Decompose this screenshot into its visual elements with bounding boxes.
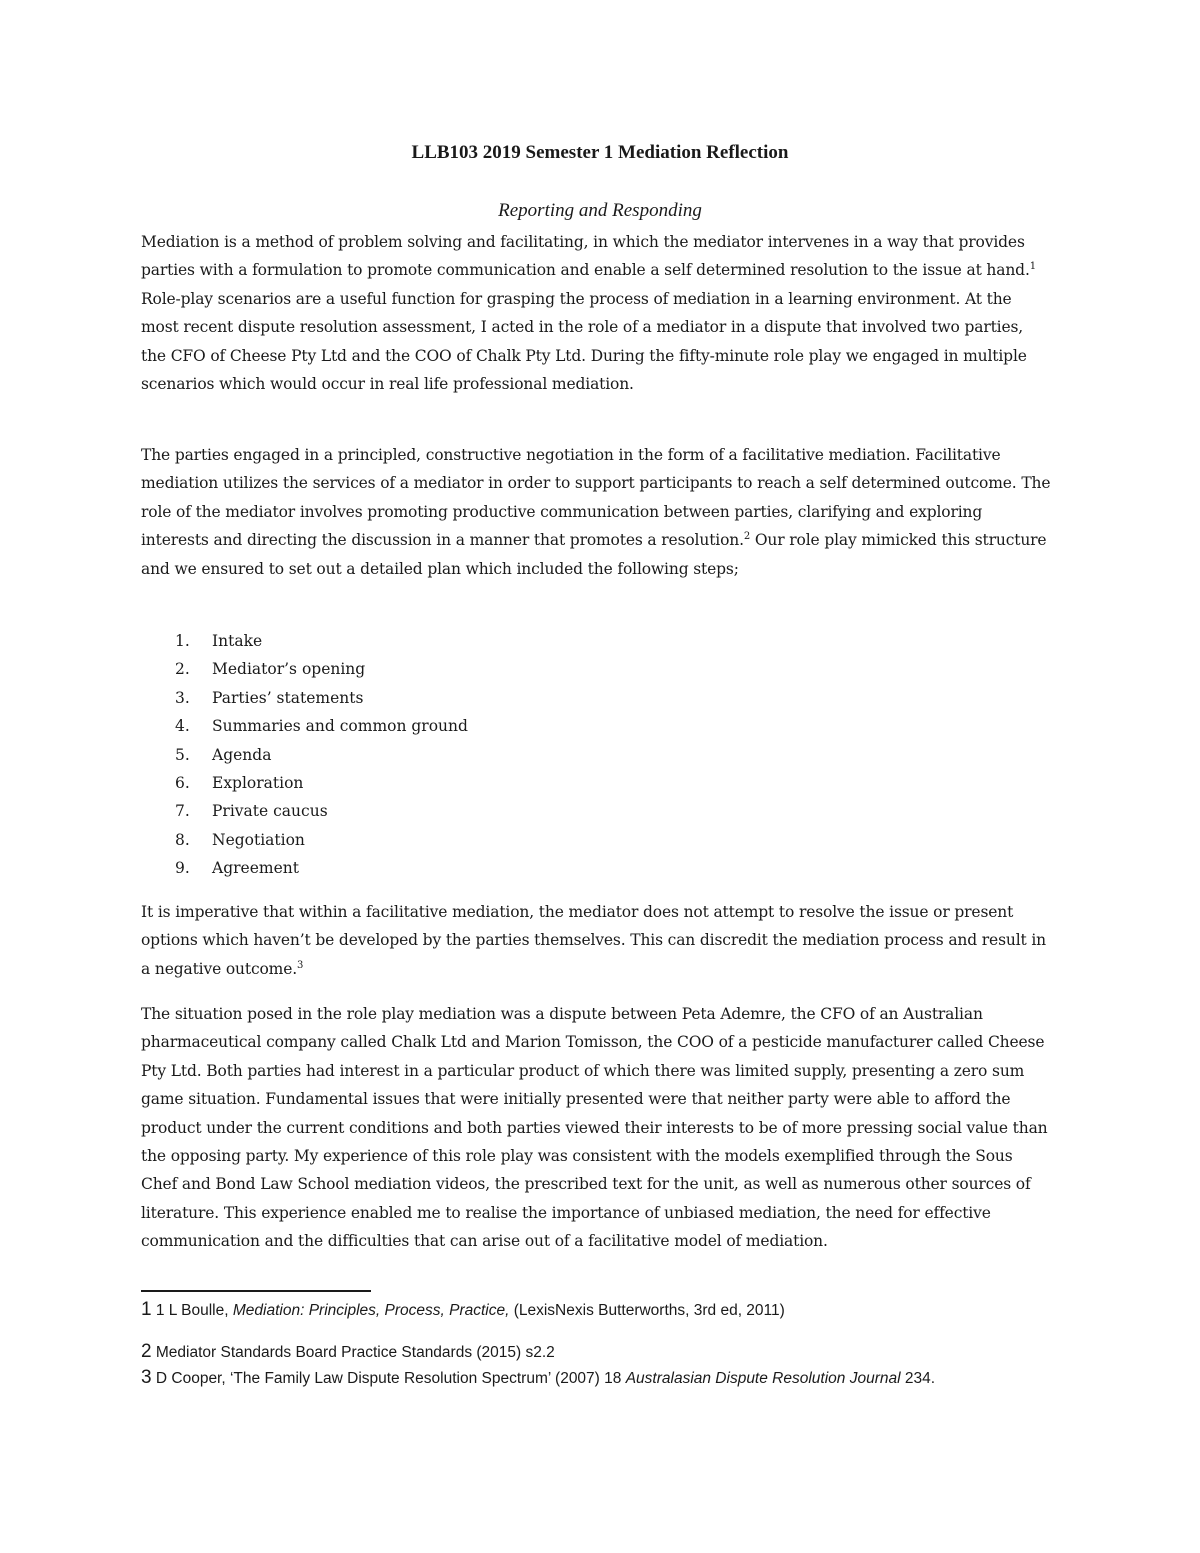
footnote-number: 1 (141, 1299, 152, 1320)
list-item (141, 854, 468, 882)
list-label: Agreement (212, 859, 299, 878)
footnote-text: D Cooper, ‘The Family Law Dispute Resolution Spectrum’ (2007) 18 (151, 1370, 626, 1387)
list-number: 6. (175, 774, 190, 793)
list-number: 9. (175, 859, 190, 878)
list-number: 7. (175, 802, 190, 821)
list-number: 1. (175, 632, 190, 650)
list-number: 8. (175, 830, 190, 849)
footnote-text: 234. (900, 1370, 936, 1387)
list-label: Private caucus (212, 802, 328, 821)
footnote-text: (LexisNexis Butterworths, 3rd ed, 2011) (509, 1302, 785, 1319)
footnote-divider (141, 1290, 371, 1292)
list-label: Negotiation (212, 830, 305, 849)
footnote-text: 1 L Boulle, (151, 1302, 233, 1319)
list-item (141, 627, 468, 655)
paragraph-intro (141, 228, 1051, 398)
list-number: 5. (175, 745, 190, 764)
list-item (141, 684, 468, 712)
list-item (141, 655, 468, 683)
list-item (141, 741, 468, 769)
paragraph-imperative (141, 898, 1051, 983)
footnote-ref-1[interactable]: 1 (1029, 261, 1036, 273)
footnote-1 (141, 1300, 1051, 1321)
list-item (141, 797, 468, 825)
section-heading: Reporting and Responding (498, 200, 702, 221)
footnote-ref-2[interactable]: 2 (743, 531, 751, 543)
footnote-2 (141, 1342, 1051, 1363)
list-label: Parties’ statements (212, 688, 364, 707)
paragraph-text: The situation posed in the role play mediation was a dispute between Peta Ademre, the CFO of an Australian pharmaceutical company called Chalk Ltd and Marion Tomisson, the COO of a pesticide manufacturer called Cheese Pty Ltd. Both parties had interest in a particular product of which there was limited supply, presenting a zero sum game situation. Fundamental issues that were initially presented were that neither party were able to afford the product under the current conditions and both parties viewed their interests to be of more pressing social value than the opposing party. My experience of this role play was consistent with the models exemplified through the Sous Chef and Bond Law School mediation videos, the prescribed text for the unit, as well as numerous other sources of literature. This experience enabled me to realise the importance of unbiased mediation, the need for effective communication and the difficulties that can arise out of a facilitative model of mediation. (141, 1005, 1048, 1251)
document-title: LLB103 2019 Semester 1 Mediation Reflection (411, 142, 789, 163)
paragraph-text: The parties engaged in a principled, constructive negotiation in the form of a facilitative mediation. Facilitative mediation utilizes the services of a mediator in order to support participants to reach a self determined outcome. The role of the mediator involves promoting productive communication between parties, clarifying and exploring interests and directing the discussion in a manner that promotes a resolution. (141, 446, 1051, 550)
footnote-ref-3[interactable]: 3 (297, 959, 304, 971)
list-number: 2. (175, 660, 190, 679)
paragraph-text: Role-play scenarios are a useful function for grasping the process of mediation in a learning environment. At the most recent dispute resolution assessment, I acted in the role of a mediator in a dispute that involved two parties, the CFO of Cheese Pty Ltd and the COO of Chalk Pty Ltd. During the fifty-minute role play we engaged in multiple scenarios which would occur in real life professional mediation. (141, 289, 1027, 394)
list-label: Exploration (212, 774, 304, 793)
list-item (141, 826, 468, 854)
paragraph-text: It is imperative that within a facilitative mediation, the mediator does not attempt to resolve the issue or present options which haven’t be developed by the parties themselves. This can discredit the mediation process and result in a negative outcome. (141, 903, 1047, 978)
list-number: 3. (175, 688, 190, 707)
footnote-3 (141, 1368, 1051, 1389)
footnote-text: Mediator Standards Board Practice Standards (2015) s2.2 (151, 1344, 555, 1361)
footnote-title: Australasian Dispute Resolution Journal (625, 1370, 901, 1387)
footnote-number: 3 (141, 1367, 152, 1388)
footnote-title: Mediation: Principles, Process, Practice, (232, 1302, 510, 1319)
list-label: Intake (212, 632, 263, 650)
list-label: Agenda (212, 745, 272, 764)
list-item (141, 769, 468, 797)
list-label: Mediator’s opening (212, 660, 366, 679)
list-item (141, 712, 468, 740)
footnote-number: 2 (141, 1341, 152, 1362)
paragraph-text: Mediation is a method of problem solving and facilitating, in which the mediator intervenes in a way that provides parties with a formulation to promote communication and enable a self determined resolution to the issue at hand. (141, 233, 1030, 280)
paragraph-facilitative (141, 441, 1051, 583)
list-number: 4. (175, 717, 190, 736)
steps-list (141, 627, 468, 883)
list-label: Summaries and common ground (212, 717, 468, 736)
paragraph-situation (141, 1000, 1051, 1256)
paragraph-text: Our role play mimicked this structure and we ensured to set out a detailed plan which included the following steps; (141, 531, 1047, 578)
